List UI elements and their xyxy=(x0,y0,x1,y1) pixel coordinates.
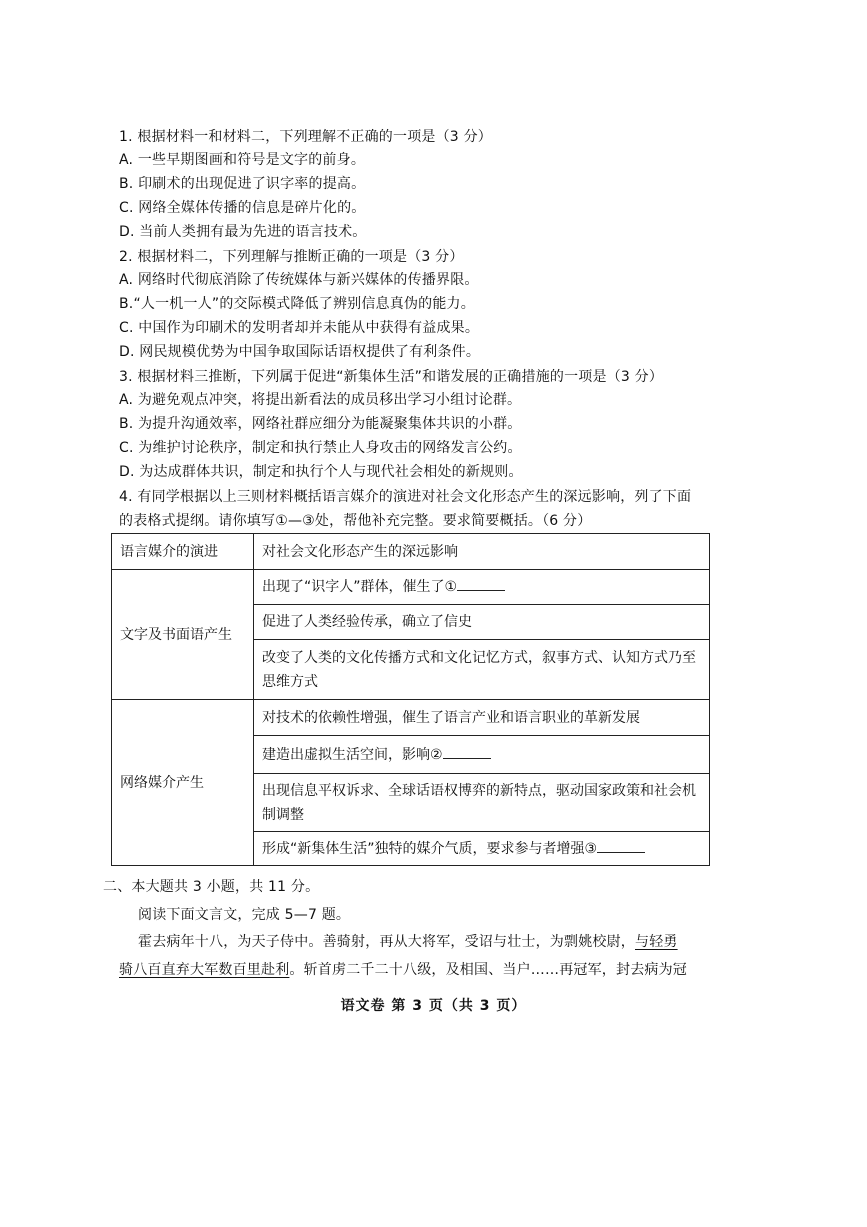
cell-text: 形成“新集体生活”独特的媒介气质，要求参与者增强③ xyxy=(262,840,598,857)
q1-option-b: B. 印刷术的出现促进了识字率的提高。 xyxy=(119,176,366,192)
q3-option-b: B. 为提升沟通效率，网络社群应细分为能凝聚集体共识的小群。 xyxy=(119,416,522,432)
passage-underlined-text: 与轻勇 xyxy=(635,934,678,950)
table-row xyxy=(112,570,710,605)
passage-line-2 xyxy=(119,960,687,980)
q4-stem-line1: 4. 有同学根据以上三则材料概括语言媒介的演进对社会文化形态产生的深远影响，列了下面 xyxy=(119,489,692,505)
answer-blank-1[interactable] xyxy=(457,576,505,591)
q1-stem: 1. 根据材料一和材料二，下列理解不正确的一项是（3 分） xyxy=(119,129,492,145)
table-cell: 出现信息平权诉求、全球话语权博弈的新特点，驱动国家政策和社会机制调整 xyxy=(254,774,710,832)
header-cultural-impact: 对社会文化形态产生的深远影响 xyxy=(254,534,710,570)
q1-option-d: D. 当前人类拥有最为先进的语言技术。 xyxy=(119,224,367,240)
answer-blank-2[interactable] xyxy=(443,744,491,759)
q3-option-d: D. 为达成群体共识，制定和执行个人与现代社会相处的新规则。 xyxy=(119,464,523,480)
cell-text: 出现了“识字人”群体，催生了① xyxy=(262,579,458,595)
q3-stem: 3. 根据材料三推断，下列属于促进“新集体生活”和谐发展的正确措施的一项是（3 分） xyxy=(119,369,664,385)
q1-option-c: C. 网络全媒体传播的信息是碎片化的。 xyxy=(119,200,366,216)
q2-stem: 2. 根据材料二，下列理解与推断正确的一项是（3 分） xyxy=(119,249,464,265)
table-cell: 改变了人类的文化传播方式和文化记忆方式，叙事方式、认知方式乃至思维方式 xyxy=(254,640,710,700)
table-row xyxy=(112,700,710,736)
group-label-network: 网络媒介产生 xyxy=(112,700,254,866)
header-media-evolution: 语言媒介的演进 xyxy=(112,534,254,570)
cell-text: 建造出虚拟生活空间，影响② xyxy=(262,746,443,763)
outline-table xyxy=(111,533,710,866)
q2-option-d: D. 网民规模优势为中国争取国际话语权提供了有利条件。 xyxy=(119,344,481,360)
answer-blank-3[interactable] xyxy=(597,838,645,853)
q1-option-a: A. 一些早期图画和符号是文字的前身。 xyxy=(119,152,366,168)
group-label-writing: 文字及书面语产生 xyxy=(112,570,254,700)
q2-option-a: A. 网络时代彻底消除了传统媒体与新兴媒体的传播界限。 xyxy=(119,272,479,288)
passage-line-1 xyxy=(138,932,678,952)
q3-option-a: A. 为避免观点冲突，将提出新看法的成员移出学习小组讨论群。 xyxy=(119,392,522,408)
table-cell xyxy=(254,832,710,866)
table-header-row xyxy=(112,534,710,570)
passage-underlined-text: 骑八百直弃大军数百里赴利 xyxy=(119,962,290,978)
page-footer: 语文卷 第 3 页（共 3 页） xyxy=(340,998,527,1014)
table-cell xyxy=(254,736,710,774)
section2-heading: 二、本大题共 3 小题，共 11 分。 xyxy=(103,879,320,895)
table-cell: 促进了人类经验传承，确立了信史 xyxy=(254,605,710,640)
passage-text: 。斩首虏二千二十八级，及相国、当户……再冠军，封去病为冠 xyxy=(289,962,688,978)
q2-option-b: B.“人一机一人”的交际模式降低了辨别信息真伪的能力。 xyxy=(119,296,475,312)
passage-text: 霍去病年十八，为天子侍中。善骑射，再从大将军，受诏与壮士，为剽姚校尉， xyxy=(138,934,635,950)
q2-option-c: C. 中国作为印刷术的发明者却并未能从中获得有益成果。 xyxy=(119,320,480,336)
table-cell: 对技术的依赖性增强，催生了语言产业和语言职业的革新发展 xyxy=(254,700,710,736)
table-cell xyxy=(254,570,710,605)
q3-option-c: C. 为维护讨论秩序，制定和执行禁止人身攻击的网络发言公约。 xyxy=(119,440,522,456)
q4-stem-line2: 的表格式提纲。请你填写①—③处，帮他补充完整。要求简要概括。（6 分） xyxy=(119,513,592,529)
section2-instruction: 阅读下面文言文，完成 5—7 题。 xyxy=(138,907,351,923)
